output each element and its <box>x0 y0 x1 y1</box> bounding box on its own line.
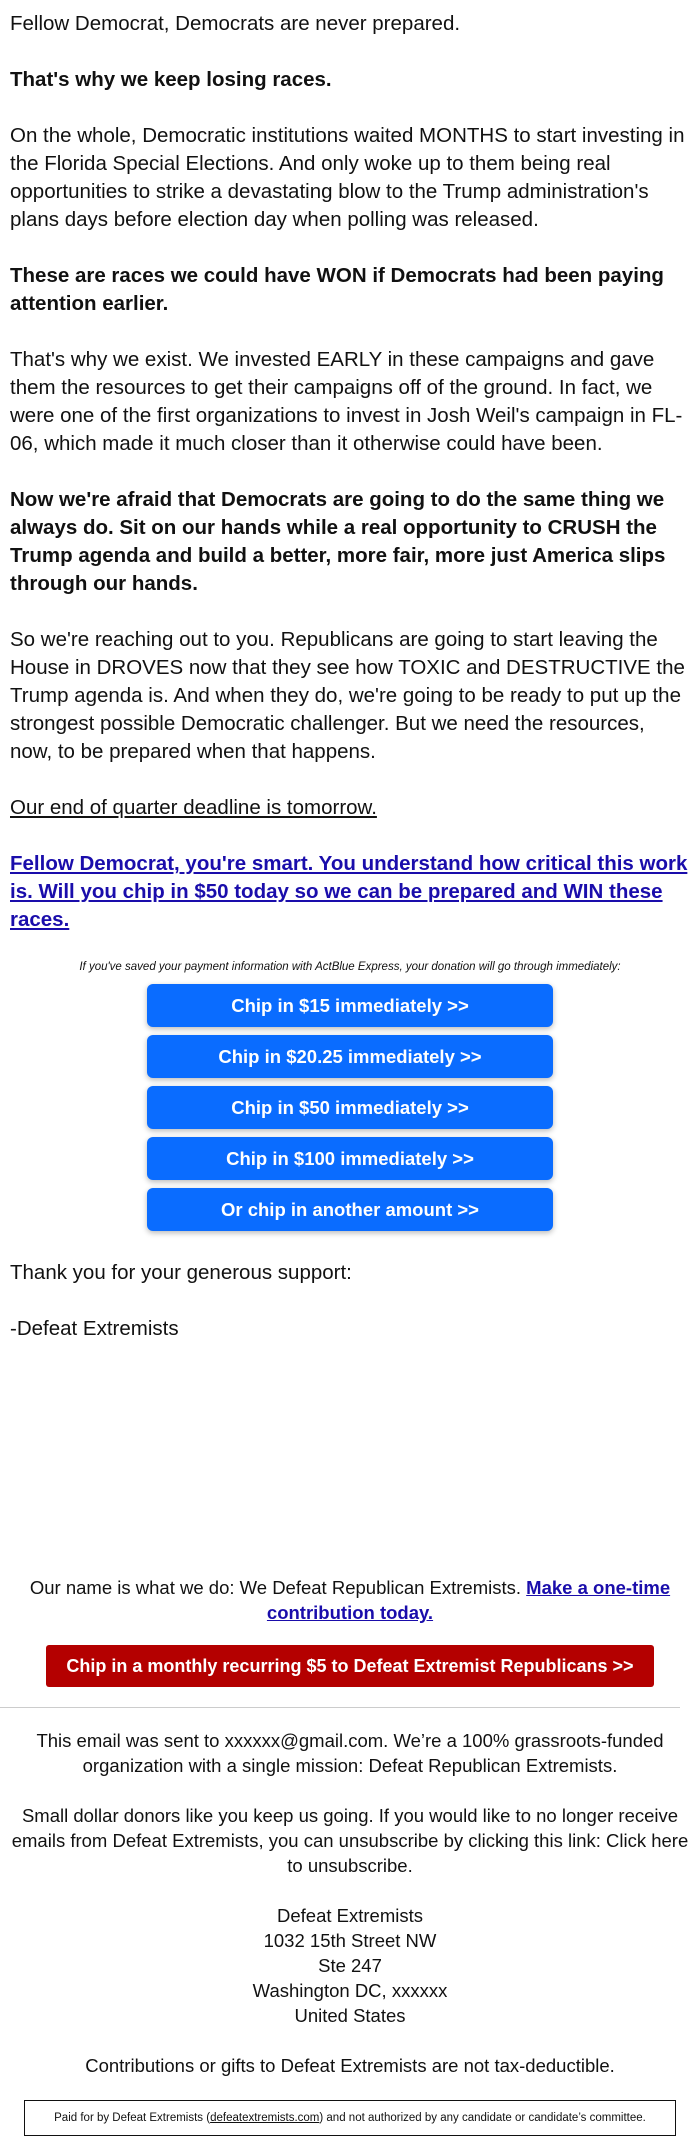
address-line: Ste 247 <box>318 1955 382 1976</box>
email-body <box>0 0 700 934</box>
paid-for-disclaimer <box>24 2100 676 2136</box>
footer <box>0 1575 700 2136</box>
paragraph-why-we-exist: That's why we exist. We invested EARLY in these campaigns and gave them the resources to get their campaigns off of the ground. In fact, we were one of the first organizations to invest in Josh Weil's campaign in FL-06, which made it much closer than it otherwise could have been. <box>10 348 683 455</box>
address-line: Defeat Extremists <box>277 1905 423 1926</box>
actblue-express-note: If you've saved your payment information with ActBlue Express, your donation will go through immediately: <box>79 961 621 973</box>
chip-in-50-button[interactable]: Chip in $50 immediately >> <box>147 1086 553 1129</box>
monthly-recurring-button[interactable]: Chip in a monthly recurring $5 to Defeat Extremist Republicans >> <box>46 1645 654 1687</box>
deadline-text: Our end of quarter deadline is tomorrow. <box>10 796 377 819</box>
headline-losing-races: That's why we keep losing races. <box>10 68 332 91</box>
chip-in-20-25-button[interactable]: Chip in $20.25 immediately >> <box>147 1035 553 1078</box>
chip-in-other-amount-button[interactable]: Or chip in another amount >> <box>147 1188 553 1231</box>
paragraph-florida: On the whole, Democratic institutions waited MONTHS to start investing in the Florida Special Elections. And only woke up to them being real opportunities to strike a devastating blow to the Trump administration's plans days before election day when polling was released. <box>10 124 685 231</box>
defeatextremists-link[interactable]: defeatextremists.com <box>210 2112 320 2124</box>
paid-for-suffix: ) and not authorized by any candidate or candidate’s committee. <box>319 2112 646 2124</box>
chip-in-15-button[interactable]: Chip in $15 immediately >> <box>147 984 553 1027</box>
address-line: 1032 15th Street NW <box>263 1930 437 1951</box>
thanks-text: Thank you for your generous support: <box>10 1261 352 1284</box>
unsubscribe-text: Small dollar donors like you keep us going. If you would like to no longer receive emails from Defeat Extremists, you can unsubscribe by clicking this link: Click here to unsubscribe. <box>11 1805 689 1876</box>
paragraph-afraid: Now we're afraid that Democrats are going to do the same thing we always do. Sit on our hands while a real opportunity to CRUSH the Trump agenda and build a better, more fair, more just America slips through our hands. <box>10 488 666 595</box>
mailing-address <box>0 1903 700 2028</box>
mission-line <box>0 1575 700 1625</box>
signature: -Defeat Extremists <box>10 1317 179 1340</box>
address-line: United States <box>294 2005 406 2026</box>
tax-note: Contributions or gifts to Defeat Extremists are not tax-deductible. <box>85 2055 615 2076</box>
paragraph-reaching-out: So we're reaching out to you. Republicans are going to start leaving the House in DROVES now that they see how TOXIC and DESTRUCTIVE the Trump agenda is. And when they do, we're going to be ready to put up the strongest possible Democratic challenger. But we need the resources, now, to be prepared when that happens. <box>10 628 685 763</box>
paid-for-prefix: Paid for by Defeat Extremists ( <box>54 2112 211 2124</box>
donation-buttons <box>0 960 700 1231</box>
mission-text: Our name is what we do: We Defeat Republican Extremists. <box>29 1577 522 1598</box>
one-time-contribution-link[interactable]: Make a one-time contribution today. <box>266 1577 671 1623</box>
greeting: Fellow Democrat, Democrats are never prepared. <box>10 12 461 35</box>
donate-50-link[interactable]: Fellow Democrat, you're smart. You understand how critical this work is. Will you chip in $50 today so we can be prepared and WIN these races. <box>10 852 688 931</box>
address-line: Washington DC, xxxxxx <box>252 1980 448 2001</box>
sent-to-text: This email was sent to xxxxxx@gmail.com. We’re a 100% grassroots-funded organization with a single mission: Defeat Republican Extremists. <box>36 1730 664 1776</box>
chip-in-100-button[interactable]: Chip in $100 immediately >> <box>147 1137 553 1180</box>
paragraph-could-have-won: These are races we could have WON if Democrats had been paying attention earlier. <box>10 264 664 315</box>
